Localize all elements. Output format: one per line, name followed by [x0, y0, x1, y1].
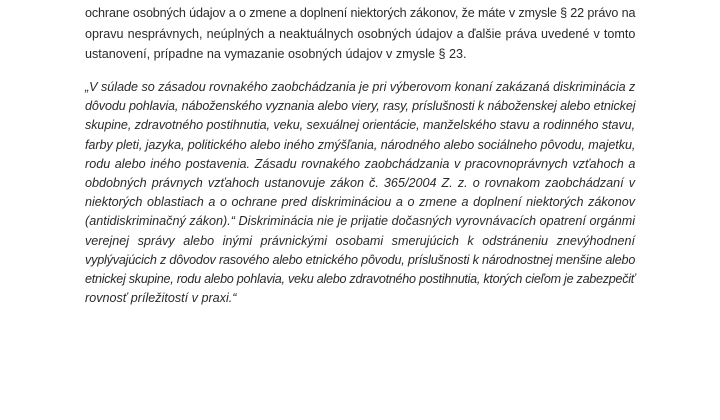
text-line: „V súlade so zásadou rovnakého zaobchádzania je pri výberovom konaní zakázaná diskriminácia z: [85, 80, 636, 94]
text-line: verejnej správy alebo inými právnickými osobami smerujúcich k odstráneniu znevýhodnení: [85, 233, 635, 248]
text-line: obdobných právnych vzťahoch ustanovuje zákon č. 365/2004 Z. z. o rovnakom zaobchádzaní v: [85, 176, 635, 191]
text-line: rovnosť príležitostí v praxi.“: [85, 291, 237, 306]
text-line: (antidiskriminačný zákon).“ Diskriminácia nie je prijatie dočasných vyrovnávacích opatrení orgánmi: [85, 214, 635, 229]
text-line: skupine, zdravotného postihnutia, veku, sexuálnej orientácie, manželského stavu a rodinného stavu,: [85, 118, 635, 133]
text-line: opravu nesprávnych, neúplných a neaktuálnych osobných údajov a ďalšie práva uvedené v tomto: [85, 26, 636, 41]
text-line: farby pleti, jazyka, politického alebo iného zmýšľania, národného alebo sociálneho pôvodu, majetku,: [85, 137, 636, 152]
text-line: ochrane osobných údajov a o zmene a doplnení niektorých zákonov, že máte v zmysle § 22 právo na: [85, 6, 636, 20]
intro-paragraph: [85, 3, 635, 65]
text-line: dôvodu pohlavia, náboženského vyznania alebo viery, rasy, príslušnosti k náboženskej alebo etnickej: [85, 99, 636, 114]
text-line: niektorých oblastiach a o ochrane pred diskrimináciou a o zmene a doplnení niektorých zákonov: [85, 195, 635, 210]
text-line: vyplývajúcich z dôvodov rasového alebo etnického pôvodu, príslušnosti k národnostnej menšine alebo: [85, 252, 636, 267]
text-line: ustanovení, prípadne na vymazanie osobných údajov v zmysle § 23.: [85, 47, 467, 61]
text-line: rodu alebo iného postavenia. Zásadu rovnakého zaobchádzania v pracovnoprávnych vzťahoch a: [85, 156, 636, 171]
anti-discrimination-quote-paragraph: [85, 78, 635, 308]
text-line: etnickej skupine, rodu alebo pohlavia, veku alebo zdravotného postihnutia, ktorých cieľom je zabezpečiť: [85, 272, 635, 287]
